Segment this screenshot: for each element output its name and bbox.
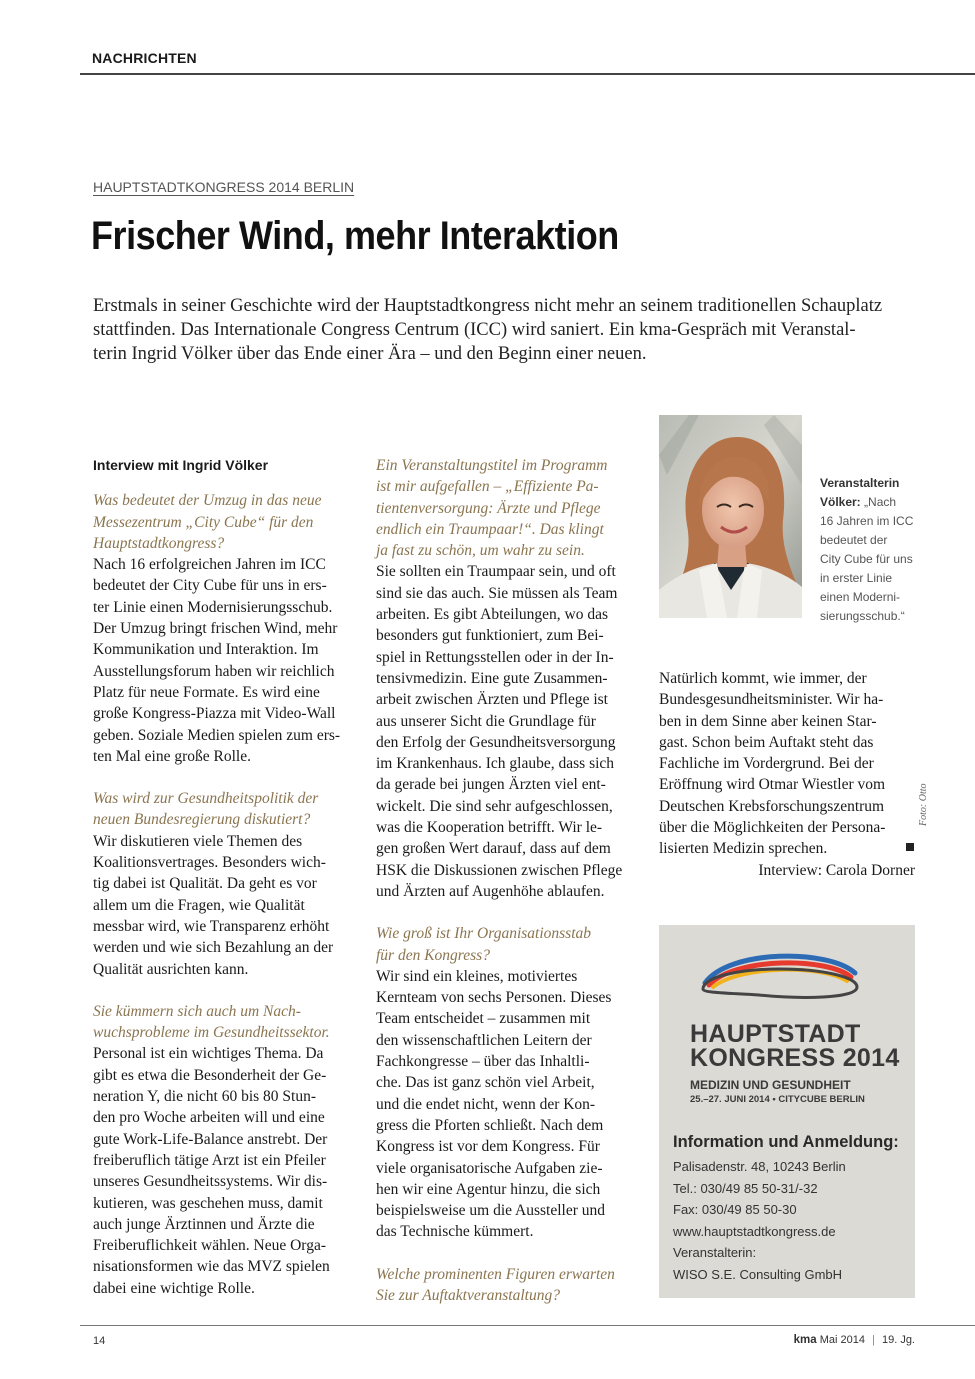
caption-text: sierungsschub.“ <box>820 609 905 623</box>
question-3 <box>93 1001 349 1044</box>
text-line: ist mir aufgefallen – „Effiziente Pa- <box>376 478 599 496</box>
text-line: Kongress ist vor dem Kongress. Für <box>376 1138 600 1156</box>
text-line: Platz für neue Formate. Es wird eine <box>93 683 320 701</box>
header-rule <box>80 73 975 75</box>
footer-volume: 19. Jg. <box>881 1334 915 1346</box>
text-line: über die Möglichkeiten der Persona- <box>659 819 886 837</box>
text-line: arbeiten. Es gibt Abteilungen, wo das <box>376 606 609 624</box>
text-line: messbar wird, wie Transparenz erhöht <box>93 917 330 935</box>
caption-bold: Völker: <box>820 495 861 509</box>
text-line: kutieren, was geschehen muss, damit <box>93 1194 323 1212</box>
text-line: das Technische kümmert. <box>376 1223 534 1241</box>
text-line: neuen Bundesregierung diskutiert? <box>93 811 311 829</box>
photo-credit: Foto: Otto <box>918 783 929 826</box>
text-line: Hauptstadtkongress? <box>93 534 225 552</box>
text-line: wuchsprobleme im Gesundheitssektor. <box>93 1024 330 1042</box>
text-line: ja fast zu schön, um wahr zu sein. <box>376 542 585 560</box>
caption-text: City Cube für uns <box>820 552 913 566</box>
text-line: Eröffnung wird Otmar Wiestler vom <box>659 776 886 794</box>
text-line: Kommunikation und Interaktion. Im <box>93 641 319 659</box>
text-line: Qualität ausrichten kann. <box>93 960 249 978</box>
text-line: Ausstellungsforum haben wir reichlich <box>93 662 335 680</box>
text-line: Sie kümmern sich auch um Nach- <box>93 1002 301 1020</box>
page-number: 14 <box>93 1335 106 1347</box>
ad-title-line: HAUPTSTADT <box>690 1020 861 1048</box>
text-line: Sie sollten ein Traumpaar sein, und oft <box>376 563 616 581</box>
answer-1 <box>93 554 349 767</box>
text-line: endlich ein Traumpaar!“. Das klingt <box>376 520 604 538</box>
text-line: Wir diskutieren viele Themen des <box>93 832 303 850</box>
text-line: wickelt. Die sind sehr aufgeschlossen, <box>376 797 613 815</box>
logo-ring <box>703 969 857 997</box>
text-line: da gerade bei jungen Ärzten viel ent- <box>376 776 606 794</box>
caption-text: 16 Jahren im ICC <box>820 514 914 528</box>
article-headline: Frischer Wind, mehr Interaktion <box>91 214 619 258</box>
text-line: Fachliche im Vordergrund. Bei der <box>659 755 874 773</box>
text-line: was die Kooperation betrifft. Wir le- <box>376 819 603 837</box>
column-1 <box>93 455 349 1299</box>
event-ad-box[interactable] <box>659 925 915 1298</box>
answer-4 <box>376 561 632 902</box>
text-line: aus unserer Sicht die Grundlage für <box>376 712 596 730</box>
caption-text: bedeutet der <box>820 533 888 547</box>
text-line: den Erfolg der Gesundheitsversorgung <box>376 733 616 751</box>
text-line: spiel in Rettungsstellen oder in der In- <box>376 648 614 666</box>
text-line: gute Work-Life-Balance anstrebt. Der <box>93 1130 328 1148</box>
ad-organizer: WISO S.E. Consulting GmbH <box>673 1266 843 1282</box>
lead-line: Erstmals in seiner Geschichte wird der Hauptstadtkongress nicht mehr an seinem traditionellen Schauplatz <box>93 296 883 316</box>
ad-address: Palisadenstr. 48, 10243 Berlin <box>673 1159 846 1174</box>
ad-subtitle: MEDIZIN UND GESUNDHEIT <box>690 1078 851 1092</box>
question-5 <box>376 923 632 966</box>
text-line: und Ärzten auf Augenhöhe ablaufen. <box>376 882 605 900</box>
text-line: arbeit zwischen Ärzten und Pflege ist <box>376 691 608 709</box>
column-2 <box>376 455 632 1306</box>
ad-info-heading: Information und Anmeldung: <box>673 1133 899 1151</box>
text-line: Wie groß ist Ihr Organisationsstab <box>376 925 592 943</box>
byline-row <box>659 860 915 881</box>
text-line: gibt es etwa die Besonderheit der Ge- <box>93 1066 327 1084</box>
question-2 <box>93 788 349 831</box>
article-kicker[interactable]: HAUPTSTADTKONGRESS 2014 BERLIN <box>93 179 355 195</box>
caption-text: einen Moderni- <box>820 590 901 604</box>
text-line: dabei eine wichtige Rolle. <box>93 1279 255 1297</box>
ad-fax: Fax: 030/49 85 50-30 <box>673 1202 797 1217</box>
ad-organizer-label: Veranstalterin: <box>673 1245 757 1260</box>
ad-phone[interactable]: Tel.: 030/49 85 50-31/-32 <box>673 1180 818 1196</box>
portrait-image <box>659 415 802 618</box>
text-line: ter Linie einen Modernisierungsschub. <box>93 598 333 616</box>
column-3 <box>659 668 915 881</box>
text-line: nisationsformen wie das MVZ spielen <box>93 1258 330 1276</box>
lead-line: terin Ingrid Völker über das Ende einer Ära – und den Beginn einer neuen. <box>93 344 647 364</box>
ad-title-line: KONGRESS 2014 <box>690 1044 900 1072</box>
answer-3 <box>93 1043 349 1299</box>
text-line: Fachkongresse – über das Inhaltli- <box>376 1053 590 1071</box>
interview-heading: Interview mit Ingrid Völker <box>93 457 269 473</box>
byline: Interview: Carola Dorner <box>758 861 915 879</box>
text-line: auch junge Ärztinnen und Ärzte die <box>93 1215 315 1233</box>
text-line: HSK die Diskussionen zwischen Pflege <box>376 861 623 879</box>
ad-dates: 25.–27. JUNI 2014 • CITYCUBE BERLIN <box>690 1094 865 1105</box>
question-4 <box>376 455 632 561</box>
text-line: lisierten Medizin sprechen. <box>659 840 828 858</box>
text-line: Welche prominenten Figuren erwarten <box>376 1265 615 1283</box>
text-line: Kernteam von sechs Personen. Dieses <box>376 989 612 1007</box>
caption-bold: Veranstalterin <box>820 476 900 490</box>
footer-separator: | <box>872 1334 875 1346</box>
ad-title <box>690 1022 900 1070</box>
text-line: Freiberuflichkeit wählen. Neue Orga- <box>93 1237 326 1255</box>
text-line: tientenversorgung: Ärzte und Pflege <box>376 499 601 517</box>
text-line: Der Umzug bringt frischen Wind, mehr <box>93 620 338 638</box>
footer-issue: Mai 2014 <box>819 1334 865 1346</box>
text-line: Wir sind ein kleines, motiviertes <box>376 967 578 985</box>
text-line: große Kongress-Piazza mit Video-Wall <box>93 705 336 723</box>
article-lead <box>93 294 923 366</box>
text-line: ben in dem Sinne aber keinen Star- <box>659 712 877 730</box>
text-line: neration Y, die nicht 60 bis 80 Stun- <box>93 1088 317 1106</box>
text-line: bedeutet der City Cube für uns in ers- <box>93 577 327 595</box>
portrait-photo <box>659 415 802 618</box>
answer-6 <box>659 668 915 860</box>
answer-2 <box>93 831 349 980</box>
footer-rule <box>80 1325 975 1326</box>
text-line: che. Das ist ganz schön viel Arbeit, <box>376 1074 595 1092</box>
text-line: viele organisatorische Aufgaben zie- <box>376 1159 603 1177</box>
text-line: tig dabei ist Qualität. Da geht es vor <box>93 875 317 893</box>
text-line: Messezentrum „City Cube“ für den <box>93 513 314 531</box>
ad-website-link[interactable]: www.hauptstadtkongress.de <box>673 1223 836 1239</box>
text-line: sind sie das auch. Sie müssen als Team <box>376 584 618 602</box>
section-label: NACHRICHTEN <box>92 50 197 66</box>
text-line: hen wir eine Agentur hinzu, die sich <box>376 1180 601 1198</box>
text-line: freiberuflich tätige Arzt ist ein Pfeiler <box>93 1151 326 1169</box>
text-line: und die endet nicht, wenn der Kon- <box>376 1095 596 1113</box>
text-line: im Krankenhaus. Ich glaube, dass sich <box>376 755 615 773</box>
caption-text: „Nach <box>864 495 897 509</box>
text-line: Bundesgesundheitsminister. Wir ha- <box>659 691 884 709</box>
text-line: gress die Pforten schließt. Nach dem <box>376 1116 604 1134</box>
end-mark-icon <box>906 843 914 851</box>
text-line: geben. Soziale Medien spielen zum ers- <box>93 726 341 744</box>
footer-issue-info <box>794 1334 915 1346</box>
caption-text: in erster Linie <box>820 571 893 585</box>
text-line: Deutschen Krebsforschungszentrum <box>659 797 885 815</box>
text-line: gast. Schon beim Auftakt steht das <box>659 733 874 751</box>
text-line: tensivmedizin. Eine gute Zusammen- <box>376 669 608 687</box>
question-6 <box>376 1264 632 1307</box>
text-line: Was wird zur Gesundheitspolitik der <box>93 790 319 808</box>
text-line: Was bedeutet der Umzug in das neue <box>93 492 322 510</box>
lead-line: stattfinden. Das Internationale Congress Centrum (ICC) wird saniert. Ein kma-Gespräch mit Veranstal- <box>93 320 856 340</box>
congress-logo-icon <box>699 943 861 1001</box>
text-line: den wissenschaftlichen Leitern der <box>376 1031 592 1049</box>
text-line: den pro Woche arbeiten will und eine <box>93 1109 325 1127</box>
question-1 <box>93 490 349 554</box>
text-line: Natürlich kommt, wie immer, der <box>659 670 867 687</box>
text-line: beispielsweise um die Aussteller und <box>376 1202 606 1220</box>
footer-brand: kma <box>793 1334 817 1346</box>
text-line: allem um die Fragen, wie Qualität <box>93 896 305 914</box>
text-line: unseres Gesundheitssystems. Wir dis- <box>93 1173 328 1191</box>
ad-info <box>673 1156 846 1285</box>
text-line: für den Kongress? <box>376 946 490 964</box>
photo-caption <box>820 474 930 626</box>
text-line: ten Mal eine große Rolle. <box>93 747 251 765</box>
text-line: Personal ist ein wichtiges Thema. Da <box>93 1045 324 1063</box>
text-line: Sie zur Auftaktveranstaltung? <box>376 1286 560 1304</box>
text-line: werden und wie sich Bezahlung an der <box>93 939 334 957</box>
text-line: Nach 16 erfolgreichen Jahren im ICC <box>93 556 326 574</box>
text-line: Team entscheidet – zusammen mit <box>376 1010 591 1028</box>
answer-5 <box>376 966 632 1243</box>
text-line: besonders gut funktioniert, zum Bei- <box>376 627 604 645</box>
text-line: Ein Veranstaltungstitel im Programm <box>376 457 608 474</box>
text-line: Koalitionsvertrages. Besonders wich- <box>93 854 326 872</box>
text-line: gen großen Wert darauf, dass auf dem <box>376 840 611 858</box>
